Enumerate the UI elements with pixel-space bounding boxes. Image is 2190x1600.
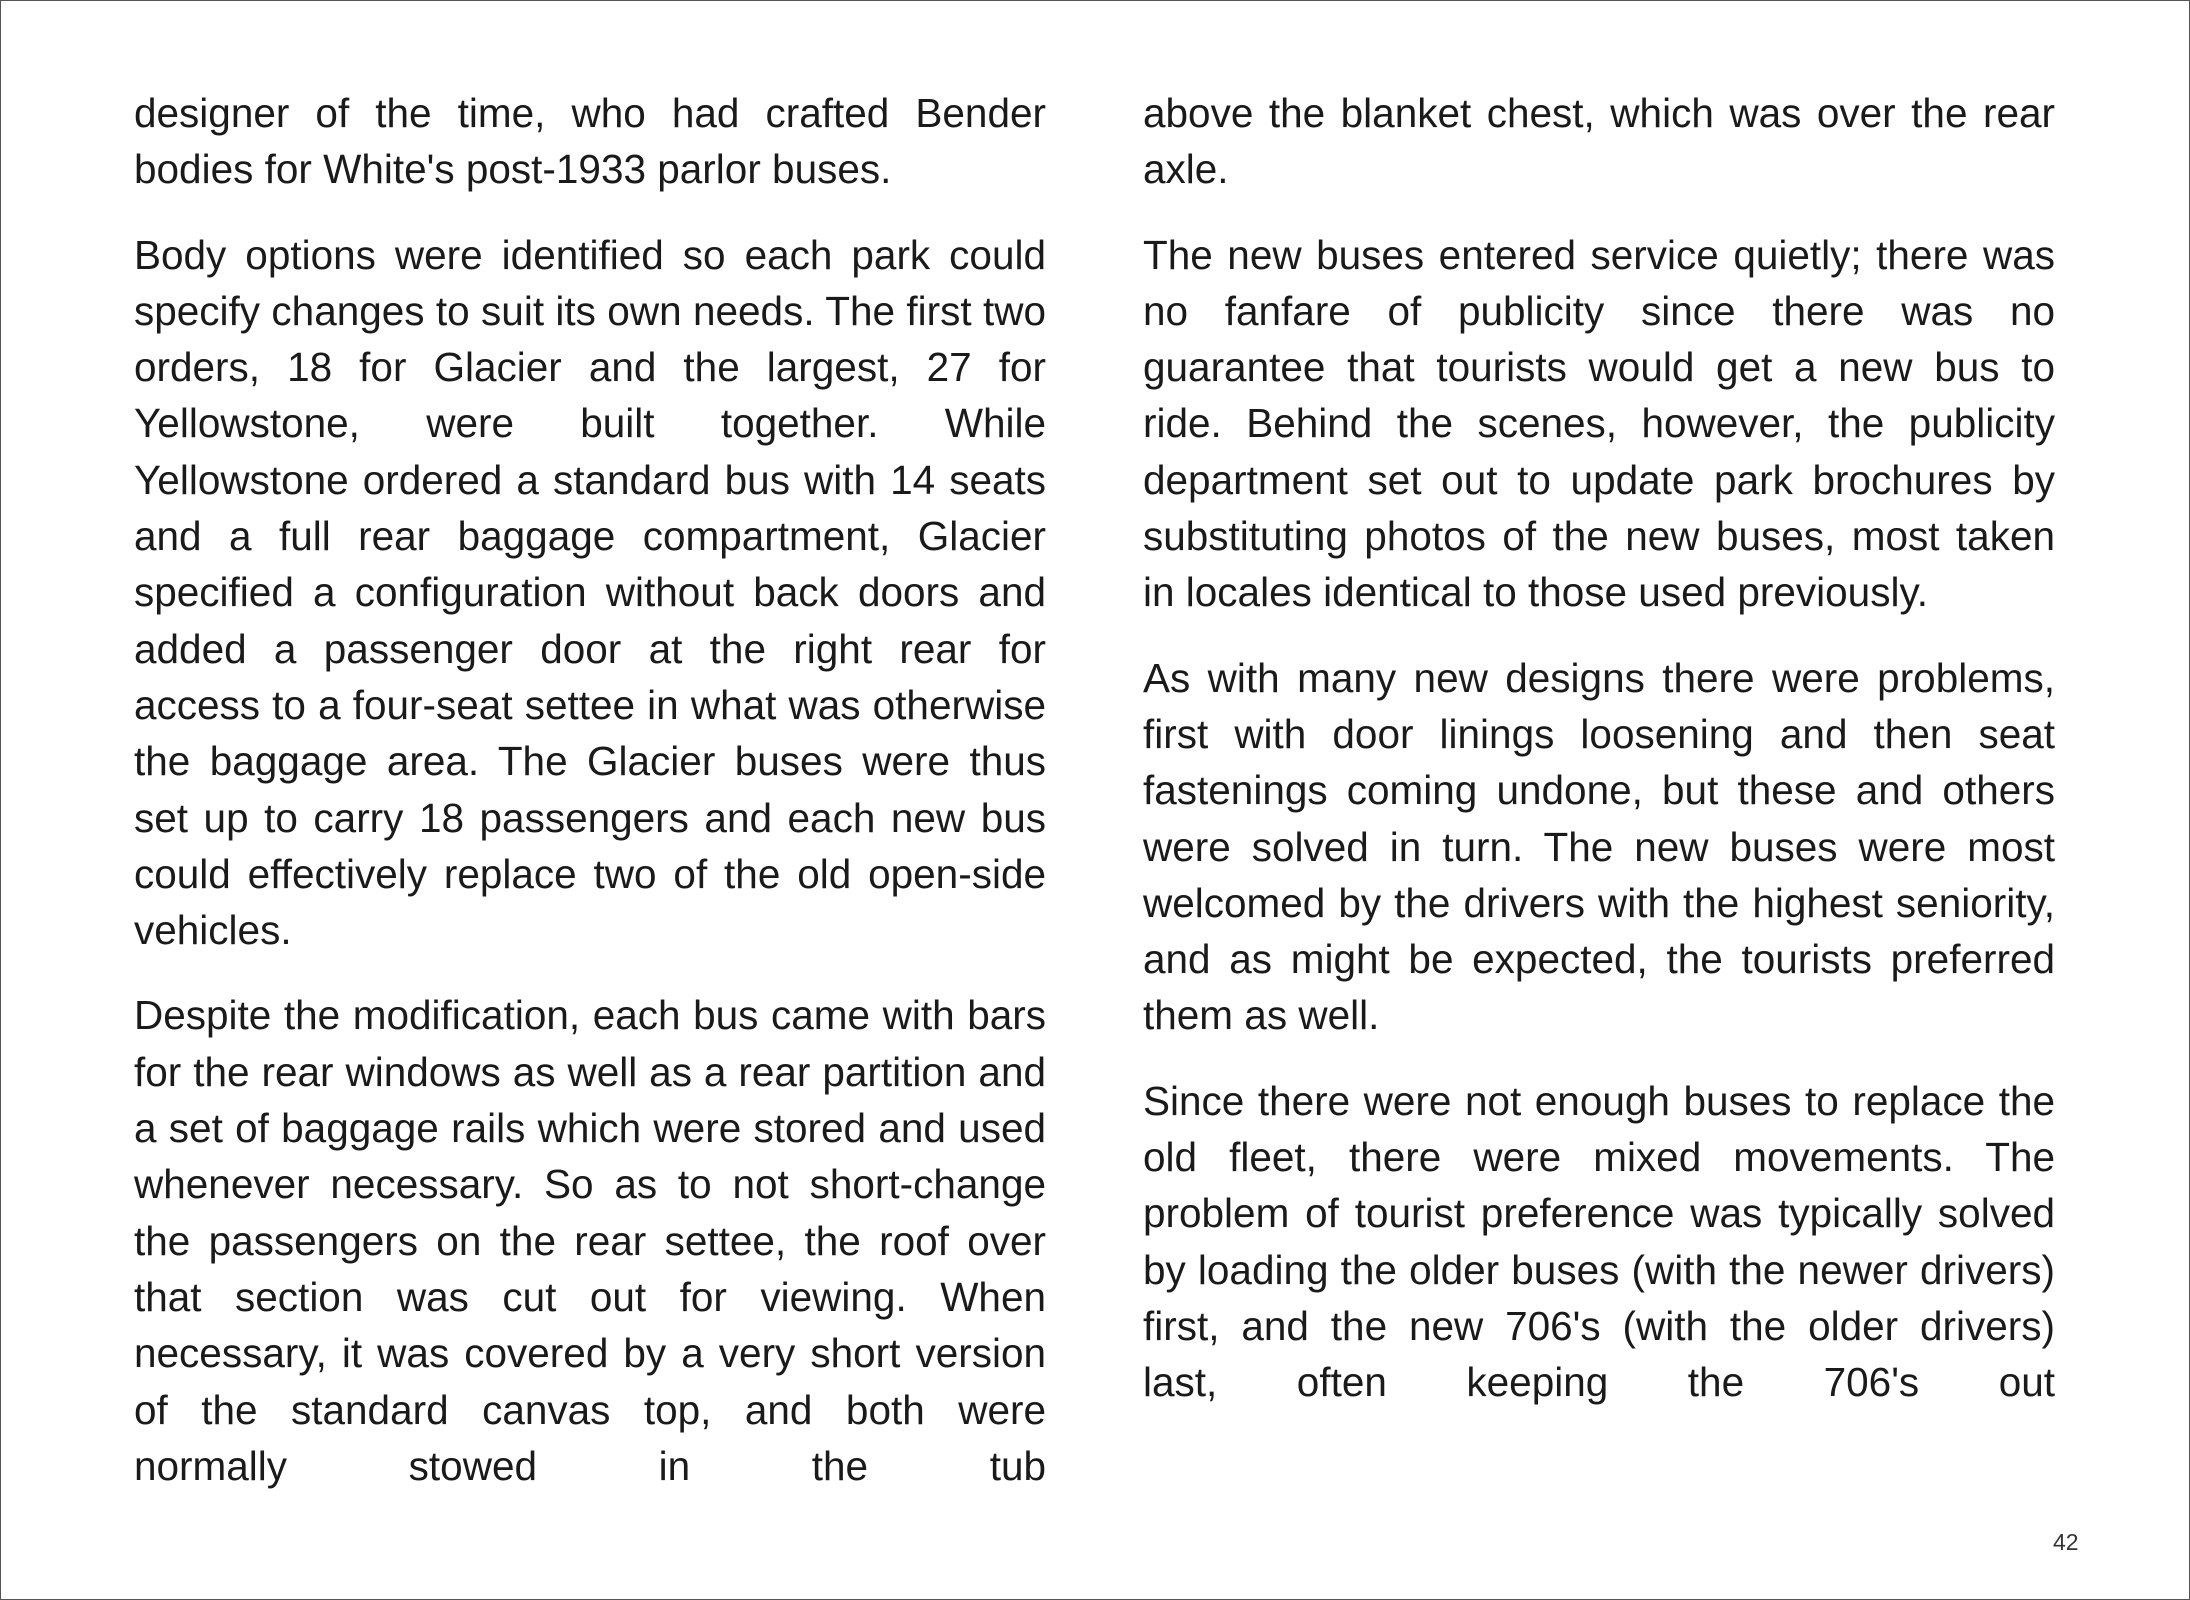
- paragraph: above the blanket chest, which was over the rear axle.: [1143, 90, 2055, 193]
- paragraph: As with many new designs there were problems, first with door linings loosening and then seat fastenings coming undone, but these and others were solved in turn. The new buses were most welcomed by the drivers with the highest seniority, and as might be expected, the tourists preferred them as well.: [1143, 654, 2055, 1039]
- paragraph: Despite the modification, each bus came with bars for the rear windows as well as a rear partition and a set of baggage rails which were stored and used whenever necessary. So as to not short-change the passengers on the rear settee, the roof over that section was cut out for viewing. When necessary, it was covered by a very short version of the standard canvas top, and both were normally stowed in the tub: [134, 992, 1046, 1489]
- paragraph: The new buses entered service quietly; there was no fanfare of publicity since there was no guarantee that tourists would get a new bus to ride. Behind the scenes, however, the publicity department set out to update park brochures by substituting photos of the new buses, most taken in locales identical to those used previously.: [1143, 231, 2055, 616]
- page-number: 42: [2053, 1529, 2079, 1555]
- left-column: [134, 85, 1046, 1523]
- paragraph: Body options were identified so each park could specify changes to suit its own needs. The first two orders, 18 for Glacier and the largest, 27 for Yellowstone, were built together. While Yellowstone ordered a standard bus with 14 seats and a full rear baggage compartment, Glacier specified a configuration without back doors and added a passenger door at the right rear for access to a four-seat settee in what was otherwise the baggage area. The Glacier buses were thus set up to carry 18 passengers and each new bus could effectively replace two of the old open-side vehicles.: [134, 231, 1046, 954]
- paragraph: Since there were not enough buses to replace the old fleet, there were mixed movements. The problem of tourist preference was typically solved by loading the older buses (with the newer drivers) first, and the new 706's (with the older drivers) last, often keeping the 706's out: [1143, 1077, 2055, 1406]
- right-column: [1143, 85, 2055, 1440]
- paragraph: designer of the time, who had crafted Bender bodies for White's post-1933 parlor buses.: [134, 90, 1046, 193]
